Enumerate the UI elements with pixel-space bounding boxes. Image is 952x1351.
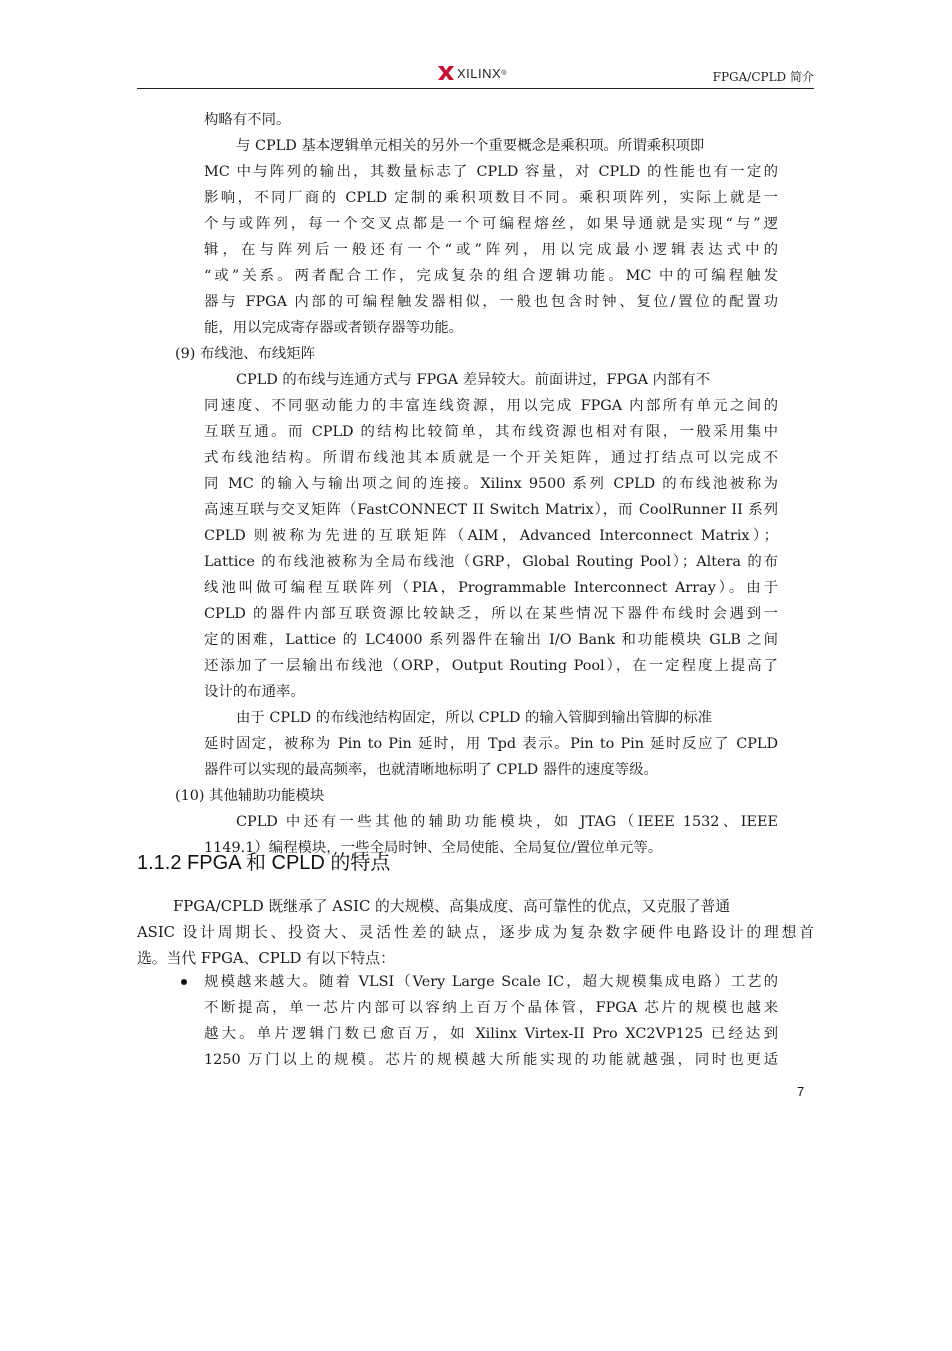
xilinx-logo — [438, 62, 506, 84]
text-line: 构略有不同。 — [204, 112, 291, 128]
text-line: 线池叫做可编程互联阵列（PIA，Programmable Interconnect Array）。由于 — [204, 580, 778, 596]
text-line: 选。当代 FPGA、CPLD 有以下特点： — [137, 950, 395, 967]
text-line: 越大。单片逻辑门数已愈百万，如 Xilinx Virtex-II Pro XC2VP125 已经达到 — [204, 1026, 778, 1042]
text-line: 不断提高，单一芯片内部可以容纳上百万个晶体管，FPGA 芯片的规模也越来 — [204, 1000, 778, 1016]
logo-registered-mark: ® — [501, 69, 507, 77]
text-line: ASIC 设计周期长、投资大、灵活性差的缺点，逐步成为复杂数字硬件电路设计的理想首 — [137, 924, 814, 941]
text-line: 1149.1）编程模块，一些全局时钟、全局使能、全局复位/置位单元等。 — [204, 840, 663, 856]
text-line: Lattice 的布线池被称为全局布线池（GRP，Global Routing Pool）；Altera 的布 — [204, 554, 778, 570]
text-line: 同速度、不同驱动能力的丰富连线资源，用以完成 FPGA 内部所有单元之间的 — [204, 398, 778, 414]
bullet-icon — [181, 979, 187, 985]
header-chapter-title: FPGA/CPLD 简介 — [712, 70, 814, 84]
text-line: 器与 FPGA 内部的可编程触发器相似，一般也包含时钟、复位/置位的配置功 — [204, 294, 778, 310]
text-line: 同 MC 的输入与输出项之间的连接。Xilinx 9500 系列 CPLD 的布线池被称为 — [204, 476, 778, 492]
text-line: CPLD 的器件内部互联资源比较缺乏，所以在某些情况下器件布线时会遇到一 — [204, 606, 778, 622]
logo-text: XILINX — [457, 65, 502, 81]
text-line: 辑，在与阵列后一般还有一个“或”阵列，用以完成最小逻辑表达式中的 — [204, 242, 778, 258]
text-line: 定的困难，Lattice 的 LC4000 系列器件在输出 I/O Bank 和功能模块 GLB 之间 — [204, 632, 778, 648]
section-heading: 1.1.2 FPGA 和 CPLD 的特点 — [137, 852, 391, 874]
page-number: 7 — [797, 1084, 805, 1099]
text-line: 互联互通。而 CPLD 的结构比较简单，其布线资源也相对有限，一般采用集中 — [204, 424, 778, 440]
text-line: FPGA/CPLD 既继承了 ASIC 的大规模、高集成度、高可靠性的优点，又克服了普通 — [173, 898, 731, 915]
text-line: 设计的布通率。 — [204, 684, 305, 700]
text-line: 式布线池结构。所谓布线池其本质就是一个开关矩阵，通过打结点可以完成不 — [204, 450, 778, 466]
text-line: CPLD 则被称为先进的互联矩阵（AIM，Advanced Interconnect Matrix）； — [204, 528, 778, 544]
list-heading: (9) 布线池、布线矩阵 — [175, 346, 316, 362]
page-header — [137, 62, 814, 89]
text-line: 影响，不同厂商的 CPLD 定制的乘积项数目不同。乘积项阵列，实际上就是一 — [204, 190, 778, 206]
text-line: 1250 万门以上的规模。芯片的规模越大所能实现的功能就越强，同时也更适 — [204, 1052, 778, 1068]
text-line: 与 CPLD 基本逻辑单元相关的另外一个重要概念是乘积项。所谓乘积项即 — [236, 138, 705, 154]
text-line: 高速互联与交叉矩阵（FastCONNECT II Switch Matrix），而 CoolRunner II 系列 — [204, 502, 778, 518]
text-line: CPLD 的布线与连通方式与 FPGA 差异较大。前面讲过，FPGA 内部有不 — [236, 372, 711, 388]
text-line: MC 中与阵列的输出，其数量标志了 CPLD 容量，对 CPLD 的性能也有一定的 — [204, 164, 778, 180]
text-line: 能，用以完成寄存器或者锁存器等功能。 — [204, 320, 464, 336]
text-line: 还添加了一层输出布线池（ORP，Output Routing Pool），在一定程度上提高了 — [204, 658, 778, 674]
text-line: “或”关系。两者配合工作，完成复杂的组合逻辑功能。MC 中的可编程触发 — [204, 268, 778, 284]
list-heading: (10) 其他辅助功能模块 — [175, 788, 325, 804]
text-line: 器件可以实现的最高频率，也就清晰地标明了 CPLD 器件的速度等级。 — [204, 762, 658, 778]
text-line: 规模越来越大。随着 VLSI（Very Large Scale IC，超大规模集成电路）工艺的 — [204, 974, 778, 990]
text-line: CPLD 中还有一些其他的辅助功能模块，如 JTAG（IEEE 1532、IEEE — [236, 814, 778, 830]
text-line: 延时固定，被称为 Pin to Pin 延时，用 Tpd 表示。Pin to Pin 延时反应了 CPLD — [204, 736, 778, 752]
text-line: 由于 CPLD 的布线池结构固定，所以 CPLD 的输入管脚到输出管脚的标准 — [236, 710, 713, 726]
xilinx-x-icon — [438, 66, 454, 80]
text-line: 个与或阵列，每一个交叉点都是一个可编程熔丝，如果导通就是实现“与”逻 — [204, 216, 778, 232]
